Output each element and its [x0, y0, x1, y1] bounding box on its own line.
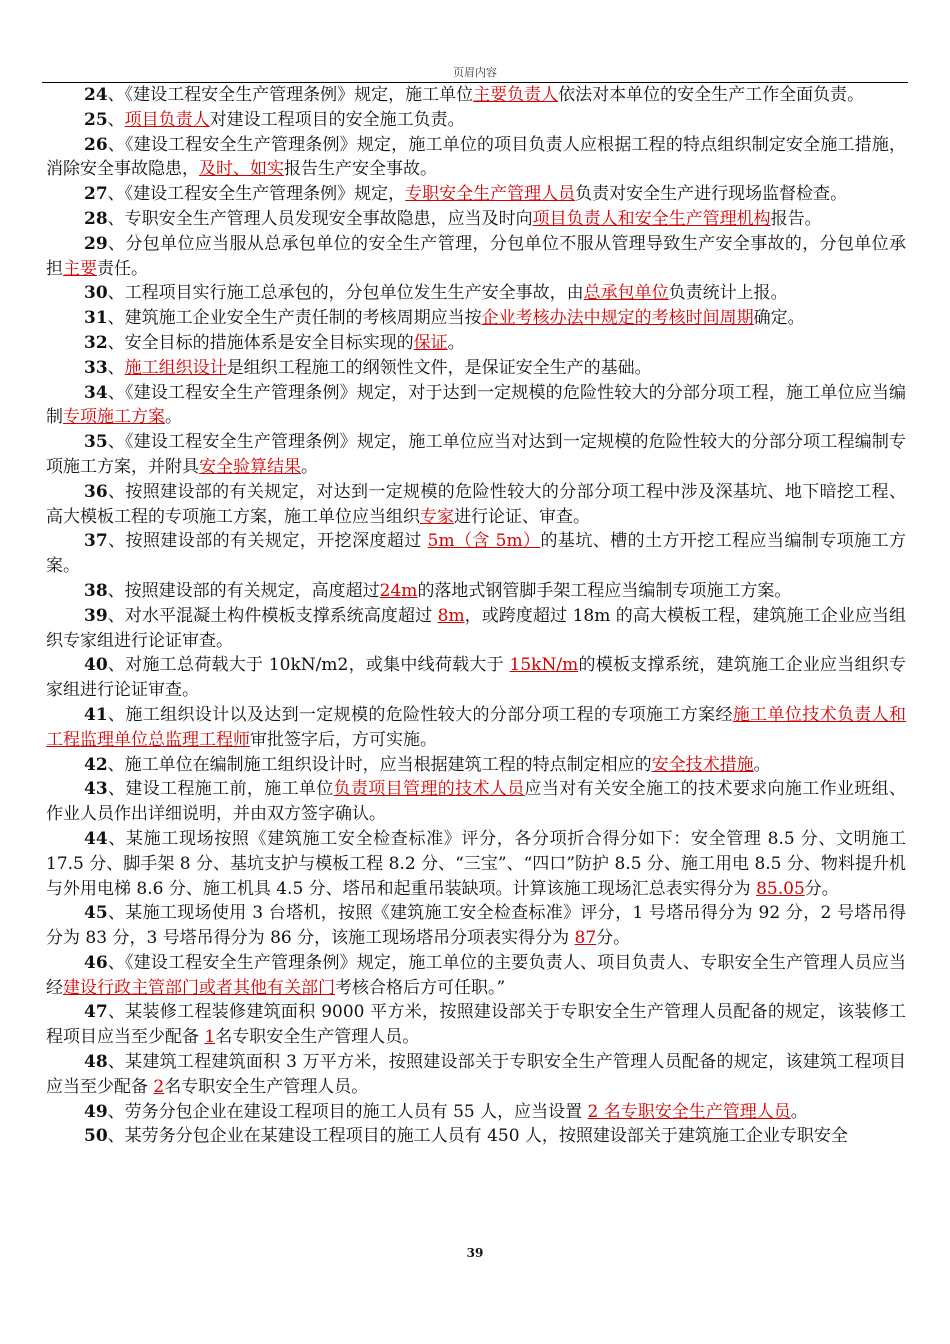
question-number: 44: [84, 828, 108, 849]
question-item: [46, 653, 906, 703]
question-number: 46: [84, 952, 108, 973]
question-item: [46, 182, 906, 207]
answer-text: 1: [204, 1027, 216, 1048]
question-text: 分。: [596, 928, 631, 949]
question-text: 进行论证、审查。: [454, 506, 590, 527]
answer-text: 专项施工方案: [63, 407, 165, 428]
question-text: 的模板支撑系统，建筑施工企业应当组织专家组进行论证审查。: [46, 655, 907, 701]
question-text: 报告生产安全事故。: [284, 159, 437, 180]
answer-text: 2: [153, 1076, 165, 1097]
question-number: 27: [84, 184, 108, 205]
answer-text: 85.05: [756, 878, 805, 899]
answer-text: 项目负责人和安全生产管理机构: [532, 208, 771, 229]
question-text: 对建设工程项目的安全施工负责。: [209, 109, 465, 130]
question-number: 41: [84, 704, 108, 725]
question-text: 分。: [804, 878, 839, 899]
page-header: 页眉内容: [453, 66, 497, 79]
question-text: 责任。: [97, 258, 148, 279]
question-text: ，或跨度超过 18m 的高大模板工程，建筑施工企业应当组织专家组进行论证审查。: [46, 605, 906, 651]
question-item: [46, 1000, 906, 1050]
question-item: [46, 901, 906, 951]
question-text: 考核合格后方可任职。”: [335, 977, 506, 998]
question-text: 、按照建设部的有关规定，高度超过: [107, 580, 380, 601]
question-text: 。: [753, 754, 771, 775]
question-text: 、: [107, 109, 125, 130]
question-number: 30: [84, 283, 108, 304]
question-text: 、某施工现场按照《建筑施工安全检查标准》评分，各分项折合得分如下：安全管理 8.5 分、文明施工 17.5 分、脚手架 8 分、基坑支护与模板工程 8.2 分、“三宝”、“四口”防护 8.5 分、施工用电 8.5 分、物料提升机与外用电梯 8.6 分、施工机具 4.5 分、塔吊和起重吊装缺项。计算该施工现场汇总表实得分为: [46, 828, 906, 899]
question-text: 、专职安全生产管理人员发现安全事故隐患，应当及时向: [107, 208, 533, 229]
question-text: 。: [301, 456, 318, 477]
question-item: [46, 108, 906, 133]
answer-text: 专职安全生产管理人员: [405, 184, 576, 205]
question-item: [46, 331, 906, 356]
question-number: 38: [84, 580, 108, 601]
answer-text: 安全技术措施: [651, 754, 754, 775]
answer-text: 施工单位技术负责人和工程监理单位总监理工程师: [46, 704, 907, 750]
question-item: [46, 133, 906, 183]
question-number: 35: [84, 432, 108, 453]
question-number: 25: [84, 109, 108, 130]
question-number: 31: [84, 308, 108, 329]
question-number: 34: [84, 382, 108, 403]
question-number: 48: [84, 1052, 108, 1073]
question-text: 、《建设工程安全生产管理条例》规定，对于达到一定规模的危险性较大的分部分项工程，施工单位应当编制: [46, 382, 906, 428]
question-number: 43: [84, 779, 108, 800]
question-text: 。: [165, 407, 182, 428]
question-number: 36: [84, 481, 108, 502]
answer-text: 主要: [63, 258, 97, 279]
question-text: 、对施工总荷载大于 10kN/m2，或集中线荷载大于: [107, 655, 510, 676]
question-text: 、分包单位应当服从总承包单位的安全生产管理，分包单位不服从管理导致生产安全事故的，分包单位承担: [46, 233, 906, 279]
answer-text: 总承包单位: [583, 283, 669, 304]
question-item: [46, 83, 906, 108]
question-text: 、施工单位在编制施工组织设计时，应当根据建筑工程的特点制定相应的: [107, 754, 652, 775]
question-number: 29: [84, 233, 108, 254]
question-text: 、按照建设部的有关规定，开挖深度超过: [107, 531, 428, 552]
question-item: [46, 827, 906, 901]
answer-text: 2 名专职安全生产管理人员: [587, 1101, 791, 1122]
question-text: 报告。: [770, 208, 822, 229]
answer-text: 负责项目管理的技术人员: [333, 779, 525, 800]
answer-text: 项目负责人: [124, 109, 210, 130]
question-text: 、建设工程施工前，施工单位: [107, 779, 334, 800]
answer-text: 企业考核办法中规定的考核时间周期: [481, 308, 754, 329]
question-item: [46, 1100, 906, 1125]
question-item: [46, 281, 906, 306]
question-text: 、《建设工程安全生产管理条例》规定，施工单位的项目负责人应根据工程的特点组织制定安全施工措施，消除安全事故隐患，: [46, 134, 906, 180]
question-text: 、工程项目实行施工总承包的，分包单位发生生产安全事故，由: [107, 283, 584, 304]
question-item: [46, 703, 906, 753]
question-item: [46, 1050, 906, 1100]
question-text: 的基坑、槽的土方开挖工程应当编制专项施工方案。: [46, 531, 907, 577]
question-text: 、某施工现场使用 3 台塔机，按照《建筑施工安全检查标准》评分，1 号塔吊得分为 92 分，2 号塔吊得分为 83 分，3 号塔吊得分为 86 分，该施工现场塔吊分项表实得分为: [46, 903, 906, 949]
question-item: [46, 207, 906, 232]
question-number: 28: [84, 208, 108, 229]
question-text: 、建筑施工企业安全生产责任制的考核周期应当按: [107, 308, 482, 329]
question-item: [46, 777, 906, 827]
question-text: 名专职安全生产管理人员。: [215, 1027, 420, 1048]
question-item: [46, 480, 906, 530]
answer-text: 安全验算结果: [199, 456, 301, 477]
question-item: [46, 1124, 906, 1149]
question-number: 40: [84, 655, 108, 676]
question-text: 、某劳务分包企业在某建设工程项目的施工人员有 450 人，按照建设部关于建筑施工企业专职安全: [107, 1126, 848, 1147]
question-number: 39: [84, 605, 108, 626]
question-text: 。: [447, 332, 465, 353]
question-text: 、劳务分包企业在建设工程项目的施工人员有 55 人，应当设置: [107, 1101, 588, 1122]
page-number: 39: [466, 1246, 484, 1260]
question-text: 、某建筑工程建筑面积 3 万平方米，按照建设部关于专职安全生产管理人员配备的规定，该建筑工程项目应当至少配备: [46, 1052, 906, 1097]
question-text: 。: [790, 1101, 808, 1122]
question-text: 、施工组织设计以及达到一定规模的危险性较大的分部分项工程的专项施工方案经: [107, 704, 733, 725]
question-text: 、《建设工程安全生产管理条例》规定，施工单位应当对达到一定规模的危险性较大的分部分项工程编制专项施工方案，并附具: [46, 432, 906, 477]
question-text: 、按照建设部的有关规定，对达到一定规模的危险性较大的分部分项工程中涉及深基坑、地下暗挖工程、高大模板工程的专项施工方案，施工单位应当组织: [46, 481, 906, 527]
answer-text: 24m: [379, 580, 418, 601]
question-text: 、对水平混凝土构件模板支撑系统高度超过: [107, 605, 438, 626]
question-number: 49: [84, 1101, 108, 1122]
question-number: 50: [84, 1126, 108, 1147]
question-text: 依法对本单位的安全生产工作全面负责。: [558, 85, 865, 105]
question-text: 负责统计上报。: [668, 283, 788, 304]
question-item: [46, 604, 906, 654]
question-number: 37: [84, 531, 108, 552]
question-item: [46, 579, 906, 604]
question-number: 33: [84, 357, 108, 378]
answer-text: 主要负责人: [473, 85, 559, 105]
question-list: [46, 83, 906, 1149]
question-number: 24: [84, 85, 108, 105]
answer-text: 15kN/m: [509, 655, 579, 676]
answer-text: 建设行政主管部门或者其他有关部门: [63, 977, 335, 998]
question-text: 、: [107, 357, 125, 378]
question-text: 负责对安全生产进行现场监督检查。: [575, 184, 848, 205]
question-text: 审批签字后，方可实施。: [250, 729, 437, 750]
question-text: 、某装修工程装修建筑面积 9000 平方米，按照建设部关于专职安全生产管理人员配备的规定，该装修工程项目应当至少配备: [46, 1002, 906, 1048]
question-text: 名专职安全生产管理人员。: [164, 1076, 369, 1097]
question-text: 是组织工程施工的纲领性文件，是保证安全生产的基础。: [226, 357, 652, 378]
question-text: 、《建设工程安全生产管理条例》规定，: [107, 184, 406, 205]
question-text: 、《建设工程安全生产管理条例》规定，施工单位的主要负责人、项目负责人、专职安全生产管理人员应当经: [46, 952, 906, 998]
question-number: 26: [84, 134, 108, 155]
question-item: [46, 381, 906, 431]
answer-text: 5m（含 5m）: [427, 531, 541, 552]
answer-text: 及时、如实: [199, 159, 284, 180]
question-text: 确定。: [753, 308, 805, 329]
question-text: 、安全目标的措施体系是安全目标实现的: [107, 332, 414, 353]
answer-text: 专家: [420, 506, 454, 527]
question-item: [46, 306, 906, 331]
question-item: [46, 430, 906, 480]
question-number: 45: [84, 903, 108, 924]
question-item: [46, 356, 906, 381]
question-number: 42: [84, 754, 108, 775]
answer-text: 保证: [413, 332, 448, 353]
question-text: 、《建设工程安全生产管理条例》规定，施工单位: [107, 85, 474, 105]
question-item: [46, 529, 906, 579]
question-number: 32: [84, 332, 108, 353]
question-text: 应当对有关安全施工的技术要求向施工作业班组、作业人员作出详细说明，并由双方签字确认。: [46, 779, 907, 825]
answer-text: 87: [574, 928, 597, 949]
answer-text: 8m: [437, 605, 465, 626]
question-text: 的落地式钢管脚手架工程应当编制专项施工方案。: [417, 580, 792, 601]
question-item: [46, 753, 906, 778]
question-item: [46, 951, 906, 1001]
question-item: [46, 232, 906, 282]
answer-text: 施工组织设计: [124, 357, 227, 378]
question-number: 47: [84, 1002, 108, 1023]
